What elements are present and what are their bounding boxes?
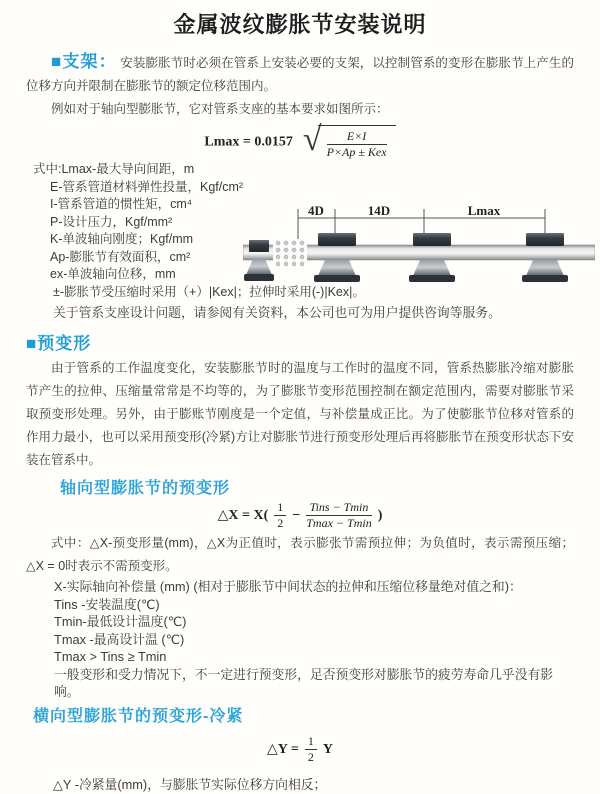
plus-minus-note: ±-膨胀节受压缩时采用（+）|Kex|；拉伸时采用(-)|Kex|。 <box>53 284 365 299</box>
section-support-heading: ■支架： <box>51 52 117 71</box>
formula-dx-close-paren: ) <box>377 508 383 524</box>
formula-delta-y <box>0 735 600 764</box>
definition-line: Tins -安装温度(℃) <box>54 596 160 612</box>
definition-line: I-管系管道的惯性矩，cm⁴ <box>50 197 193 211</box>
predeform-paragraph: 由于管系的工作温度变化，安装膨胀节时的温度与工作时的温度不同，管系热膨胀冷缩对膨胀节产生的拉伸、压缩量常常是不均等的，为了膨胀节变形范围控制在额定范围内，需要对膨胀节采取预变形处理。另外，由于膨账节刚度是一个定值，与补偿量成正比。为了使膨胀节位移对管系的作用力最小，也可以采用预变形(冷紧)方让对膨胀节进行预变形处理后再将膨胀节在预变形状态下安装在管系中。 <box>26 361 574 467</box>
definition-line: 式中:Lmax-最大导向间距，m <box>33 162 195 176</box>
fraction-numerator: 1 <box>305 735 317 750</box>
fraction-denominator: 2 <box>307 749 314 764</box>
fraction-denominator: Tmax − Tmin <box>306 516 372 530</box>
formula-dy-lhs: △Y = <box>267 741 299 757</box>
dimension-label-14d: 14D <box>367 203 391 218</box>
dimension-label-4d: 4D <box>308 203 324 218</box>
definition-line: P-设计压力，Kgf/mm² <box>50 214 173 229</box>
fraction-one-half <box>305 735 317 764</box>
support-example-line: 例如对于轴向型膨胀节，它对管系支座的基本要求如图所示： <box>51 102 389 116</box>
formula-lmax <box>0 121 600 159</box>
axial-explain-paragraph: 式中：△X-预变形量(mm)，△X为正值时，表示膨张节需预拉伸；为负值时，表示需预压缩；△X = 0时表示不需预变形。 <box>26 536 574 573</box>
definition-line: ex-单波轴向位移，mm <box>50 267 176 281</box>
definition-line: Tmax > Tins ≥ Tmin <box>54 649 167 664</box>
definition-line: K-单波轴向刚度；Kgf/mm <box>50 232 194 246</box>
fraction-one-half <box>274 501 286 530</box>
formula-dx-lhs: △X = X( <box>217 508 269 524</box>
bellows-icon <box>273 239 307 266</box>
fraction-numerator: 1 <box>274 501 286 516</box>
definition-line: Tmax -最高设计温 (℃) <box>54 631 185 647</box>
formula-delta-x <box>0 501 600 530</box>
page-title: 金属波纹膨胀节安装说明 <box>173 12 427 37</box>
axial-definition-list <box>54 578 574 701</box>
definition-line: Tmin-最低设计温度(℃) <box>54 614 187 629</box>
fraction-temperature <box>306 501 371 530</box>
lateral-note-line: △Y -冷紧量(mm)，与膨胀节实际位移方向相反； <box>53 776 327 792</box>
radical-sign-icon: √ <box>302 121 322 158</box>
fraction-numerator: Tins − Tmin <box>306 501 371 516</box>
support-intro-text: 安装膨胀节时必须在管系上安装必要的支架，以控制管系的变形在膨胀节上产生的位移方向并限制在膨胀节的额定位移范围内。 <box>26 56 574 93</box>
fraction-denominator: P×Ap ± Kex <box>326 145 387 159</box>
axial-subheading: 轴向型膨胀节的预变形 <box>60 480 231 497</box>
fraction-denominator: 2 <box>277 516 284 530</box>
definition-line: E-管系管道材料弹性投量，Kgf/cm² <box>50 179 244 194</box>
dimension-label-lmax: Lmax <box>467 203 501 218</box>
service-note: 关于管系支座设计问题，请参阅有关资料，本公司也可为用户提供咨询等服务。 <box>53 305 501 320</box>
support-intro-paragraph <box>26 50 574 98</box>
formula-lmax-lhs: Lmax = 0.0157 <box>204 134 293 150</box>
definition-line: Ap-膨胀节有效面积，cm² <box>50 249 191 264</box>
fraction-ei <box>327 130 387 159</box>
definition-line: X-实际轴向补偿量 (mm) (相对于膨胀节中间状态的拉伸和压缩位移量绝对值之和)： <box>54 579 522 594</box>
lateral-subheading: 横向型膨胀节的预变形-冷紧 <box>33 707 244 725</box>
sqrt-radical <box>302 121 396 159</box>
section-predeform-heading: ■预变形 <box>26 334 92 353</box>
formula-dy-rhs: Y <box>322 741 333 757</box>
fraction-numerator: E×I <box>327 130 387 145</box>
minus-sign: − <box>292 508 301 524</box>
radicand <box>318 125 396 159</box>
axial-note-line: 一般变形和受力情况下，不一定进行预变形，足否预变形对膨胀节的疲劳寿命几乎没有影响。 <box>54 666 554 699</box>
pipe-support-diagram <box>243 203 595 295</box>
